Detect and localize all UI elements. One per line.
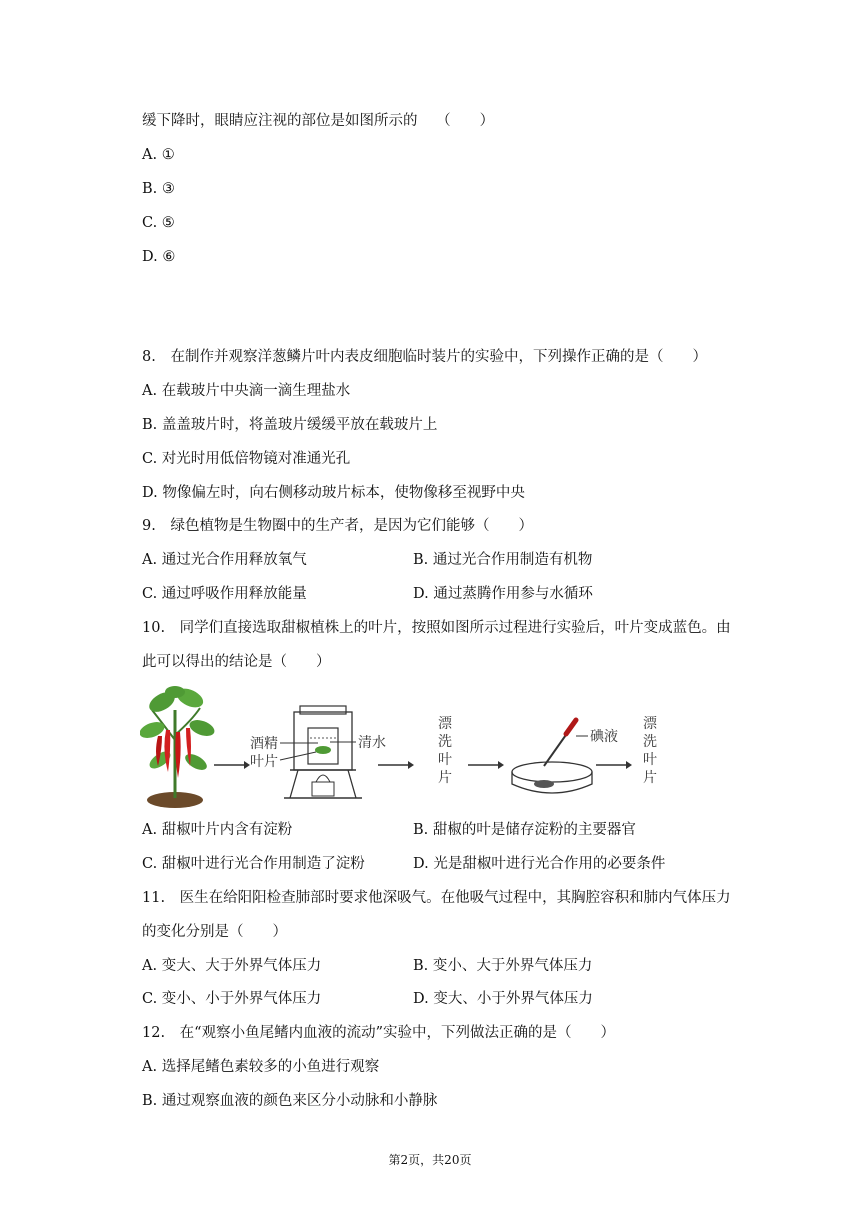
rinse2-char-4: 片 (643, 770, 657, 786)
q11-number: 11. (142, 890, 166, 906)
rinse2-char-1: 漂 (643, 716, 657, 732)
q11-option-d: D. 变大、小于外界气体压力 (413, 991, 593, 1007)
q10-stem-line2: 此可以得出的结论是（ ） (142, 654, 331, 670)
q10-option-d: D. 光是甜椒叶进行光合作用的必要条件 (413, 856, 666, 872)
q11-option-b: B. 变小、大于外界气体压力 (413, 958, 593, 974)
label-iodine: 碘液 (590, 729, 618, 745)
q10-option-c: C. 甜椒叶进行光合作用制造了淀粉 (142, 856, 365, 872)
water-bath-apparatus (284, 706, 362, 798)
q7-answer-bracket: （ ） (436, 113, 495, 129)
label-alcohol: 酒精 (250, 736, 278, 752)
q7-stem (142, 111, 494, 131)
q8-option-a: A. 在载玻片中央滴一滴生理盐水 (142, 383, 351, 399)
q11-option-a: A. 变大、大于外界气体压力 (142, 958, 322, 974)
pepper-plant-illustration (140, 685, 217, 808)
q10-number: 10. (142, 620, 166, 636)
q10-stem-text-1: 同学们直接选取甜椒植株上的叶片，按照如图所示过程进行实验后，叶片变成蓝色。由 (179, 620, 731, 636)
rinse2-char-3: 叶 (643, 752, 657, 768)
q7-option-a: A. ① (142, 147, 175, 163)
q9-stem (142, 516, 533, 536)
q8-option-b: B. 盖盖玻片时，将盖玻片缓缓平放在载玻片上 (142, 417, 438, 433)
q12-option-a: A. 选择尾鳍色素较多的小鱼进行观察 (142, 1059, 380, 1075)
rinse2-char-2: 洗 (643, 734, 657, 750)
q8-option-d: D. 物像偏左时，向右侧移动玻片标本，使物像移至视野中央 (142, 485, 525, 501)
q9-stem-text: 绿色植物是生物圈中的生产者，是因为它们能够（ ） (170, 518, 533, 534)
q7-option-d: D. ⑥ (142, 249, 176, 265)
q9-option-d: D. 通过蒸腾作用参与水循环 (413, 586, 593, 602)
label-rinse-leaf-2 (643, 716, 657, 786)
q8-stem-text: 在制作并观察洋葱鳞片叶内表皮细胞临时装片的实验中，下列操作正确的是（ ） (170, 349, 707, 365)
q9-number: 9. (142, 518, 156, 534)
label-rinse-leaf-1 (438, 716, 452, 786)
q8-option-c: C. 对光时用低倍物镜对准通光孔 (142, 451, 351, 467)
q11-stem-line1 (142, 888, 731, 908)
q8-number: 8. (142, 349, 156, 365)
q10-stem-line1 (142, 618, 731, 638)
q11-option-c: C. 变小、小于外界气体压力 (142, 991, 322, 1007)
q12-stem-text: 在“观察小鱼尾鳍内血液的流动”实验中，下列做法正确的是（ ） (179, 1025, 615, 1041)
q8-stem (142, 347, 707, 367)
q9-option-b: B. 通过光合作用制造有机物 (413, 552, 593, 568)
q11-stem-line2: 的变化分别是（ ） (142, 924, 287, 940)
rinse1-char-3: 叶 (438, 752, 452, 768)
label-water: 清水 (358, 735, 386, 751)
q9-option-c: C. 通过呼吸作用释放能量 (142, 586, 307, 602)
q12-number: 12. (142, 1025, 166, 1041)
q10-option-a: A. 甜椒叶片内含有淀粉 (142, 822, 293, 838)
rinse1-char-4: 片 (438, 770, 452, 786)
rinse1-char-1: 漂 (438, 716, 452, 732)
label-leaf: 叶片 (250, 754, 278, 770)
rinse1-char-2: 洗 (438, 734, 452, 750)
q10-option-b: B. 甜椒的叶是储存淀粉的主要器官 (413, 822, 636, 838)
q7-option-b: B. ③ (142, 181, 175, 197)
q12-option-b: B. 通过观察血液的颜色来区分小动脉和小静脉 (142, 1093, 438, 1109)
q9-option-a: A. 通过光合作用释放氧气 (142, 552, 307, 568)
petri-dish-illustration (512, 720, 592, 793)
q10-experiment-figure (140, 680, 680, 812)
q11-stem-text-1: 医生在给阳阳检查肺部时要求他深吸气。在他吸气过程中，其胸腔容积和肺内气体压力 (179, 890, 731, 906)
page-footer: 第2页，共20页 (388, 1153, 472, 1167)
q7-option-c: C. ⑤ (142, 215, 175, 231)
q12-stem (142, 1023, 615, 1043)
q7-stem-text: 缓下降时，眼睛应注视的部位是如图所示的 (142, 113, 418, 129)
